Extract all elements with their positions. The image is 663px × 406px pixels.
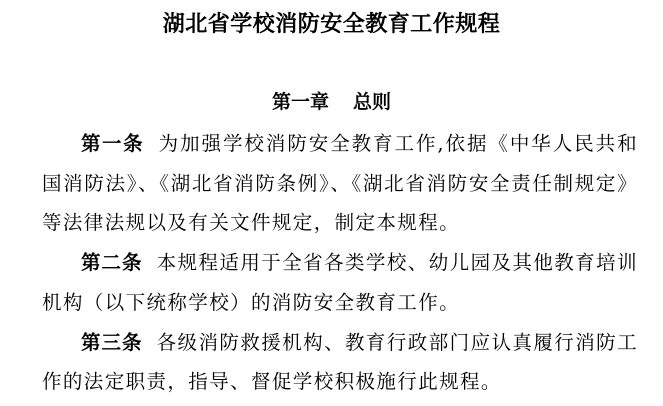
article-text: 为加强学校消防安全教育工作,依据《中华人民共和国消防法》、《湖北省消防条例》、《湖北省消防安全责任制规定》等法律法规以及有关文件规定，制定本规程。	[42, 132, 638, 235]
article-label: 第一条	[81, 132, 145, 155]
chapter-number: 第一章	[271, 91, 329, 113]
article-label: 第三条	[81, 330, 143, 354]
article-2	[42, 243, 638, 322]
article-text: 各级消防救援机构、教育行政部门应认真履行消防工作的法定职责，指导、督促学校积极施行此规程。	[42, 330, 638, 394]
chapter-heading	[0, 86, 663, 118]
article-label: 第二条	[81, 251, 143, 275]
chapter-name: 总则	[353, 91, 392, 113]
article-text: 本规程适用于全省各类学校、幼儿园及其他教育培训机构（以下统称学校）的消防安全教育工作。	[42, 251, 638, 314]
article-3	[42, 323, 638, 402]
document-body	[42, 124, 638, 402]
document-title: 湖北省学校消防安全教育工作规程	[162, 11, 501, 37]
article-1	[42, 124, 638, 243]
